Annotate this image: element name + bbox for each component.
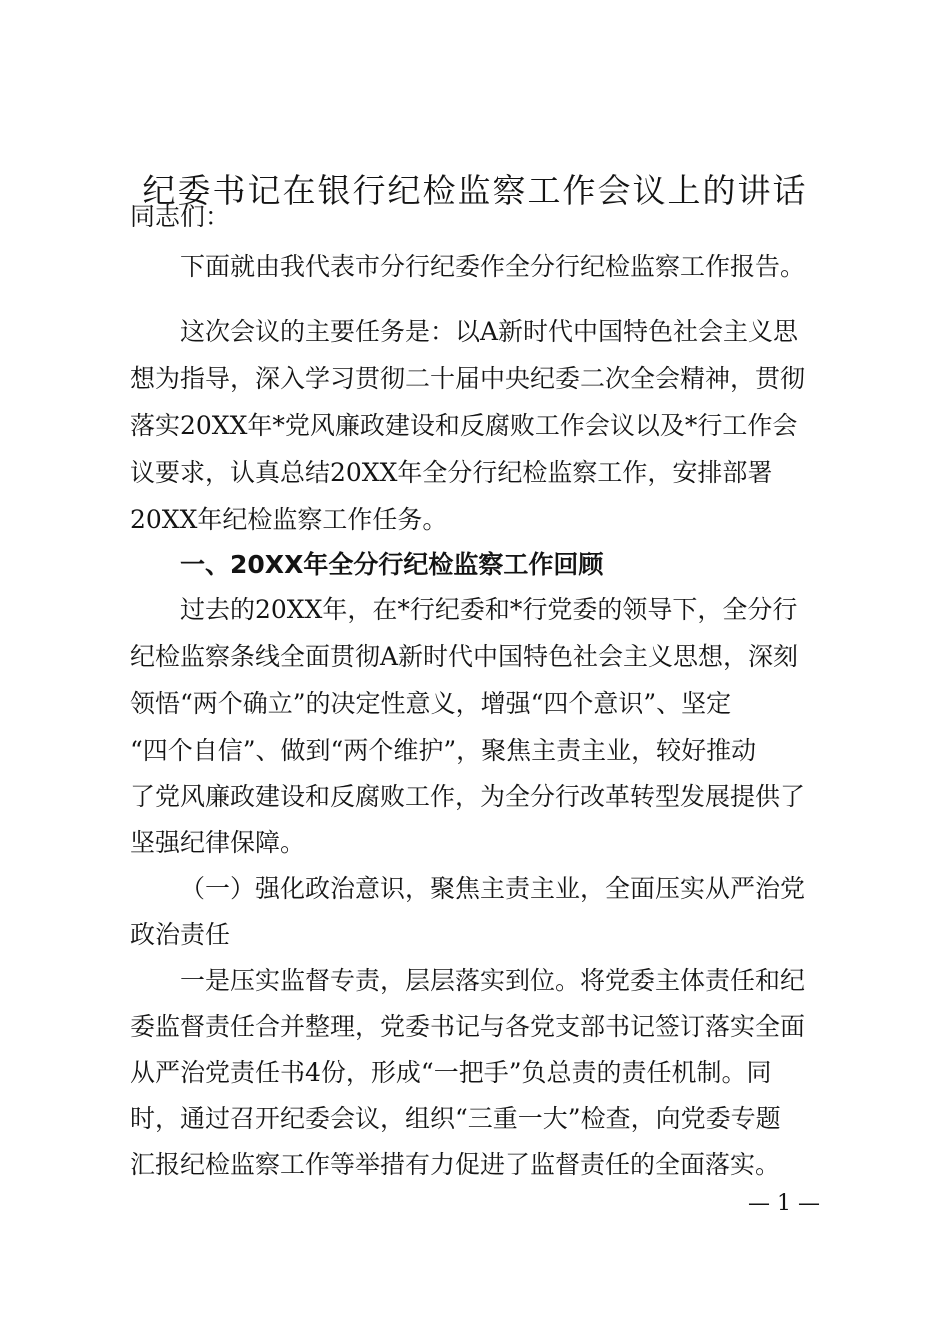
paragraph-line: 想为指导，深入学习贯彻二十届中央纪委二次全会精神，贯彻: [130, 364, 806, 393]
paragraph-line: 纪检监察条线全面贯彻A新时代中国特色社会主义思想，深刻: [130, 642, 799, 671]
paragraph-line: 汇报纪检监察工作等举措有力促进了监督责任的全面落实。: [130, 1150, 781, 1179]
paragraph-line: 时，通过召开纪委会议，组织“三重一大”检查，向党委专题: [130, 1104, 781, 1133]
paragraph-line: 一是压实监督专责，层层落实到位。将党委主体责任和纪: [180, 966, 806, 995]
paragraph-line: 从严治党责任书4份，形成“一把手”负总责的责任机制。同: [130, 1058, 772, 1087]
section-heading: 一、20XX年全分行纪检监察工作回顾: [180, 550, 604, 579]
subsection-heading: 政治责任: [130, 920, 231, 949]
paragraph-line: 委监督责任合并整理，党委书记与各党支部书记签订落实全面: [130, 1012, 806, 1041]
paragraph-line: “四个自信”、做到“两个维护”，聚焦主责主业，较好推动: [130, 736, 757, 765]
paragraph-line: 这次会议的主要任务是：以A新时代中国特色社会主义思: [180, 317, 799, 346]
paragraph-line: 领悟“两个确立”的决定性意义，增强“四个意识”、坚定: [130, 689, 732, 718]
document-title: 纪委书记在银行纪检监察工作会议上的讲话: [142, 171, 808, 210]
paragraph-line: 坚强纪律保障。: [130, 828, 306, 857]
salutation: 同志们：: [130, 202, 231, 231]
paragraph-line: 过去的20XX年，在*行纪委和*行党委的领导下，全分行: [180, 595, 798, 624]
page-number: — 1 —: [748, 1191, 820, 1216]
paragraph-line: 议要求，认真总结20XX年全分行纪检监察工作，安排部署: [130, 458, 773, 487]
paragraph-line: 了党风廉政建设和反腐败工作，为全分行改革转型发展提供了: [130, 782, 806, 811]
paragraph-line: 下面就由我代表市分行纪委作全分行纪检监察工作报告。: [180, 252, 806, 281]
subsection-heading: （一）强化政治意识，聚焦主责主业，全面压实从严治党: [180, 874, 806, 903]
paragraph-line: 20XX年纪检监察工作任务。: [130, 505, 448, 534]
paragraph-line: 落实20XX年*党风廉政建设和反腐败工作会议以及*行工作会: [130, 411, 798, 440]
